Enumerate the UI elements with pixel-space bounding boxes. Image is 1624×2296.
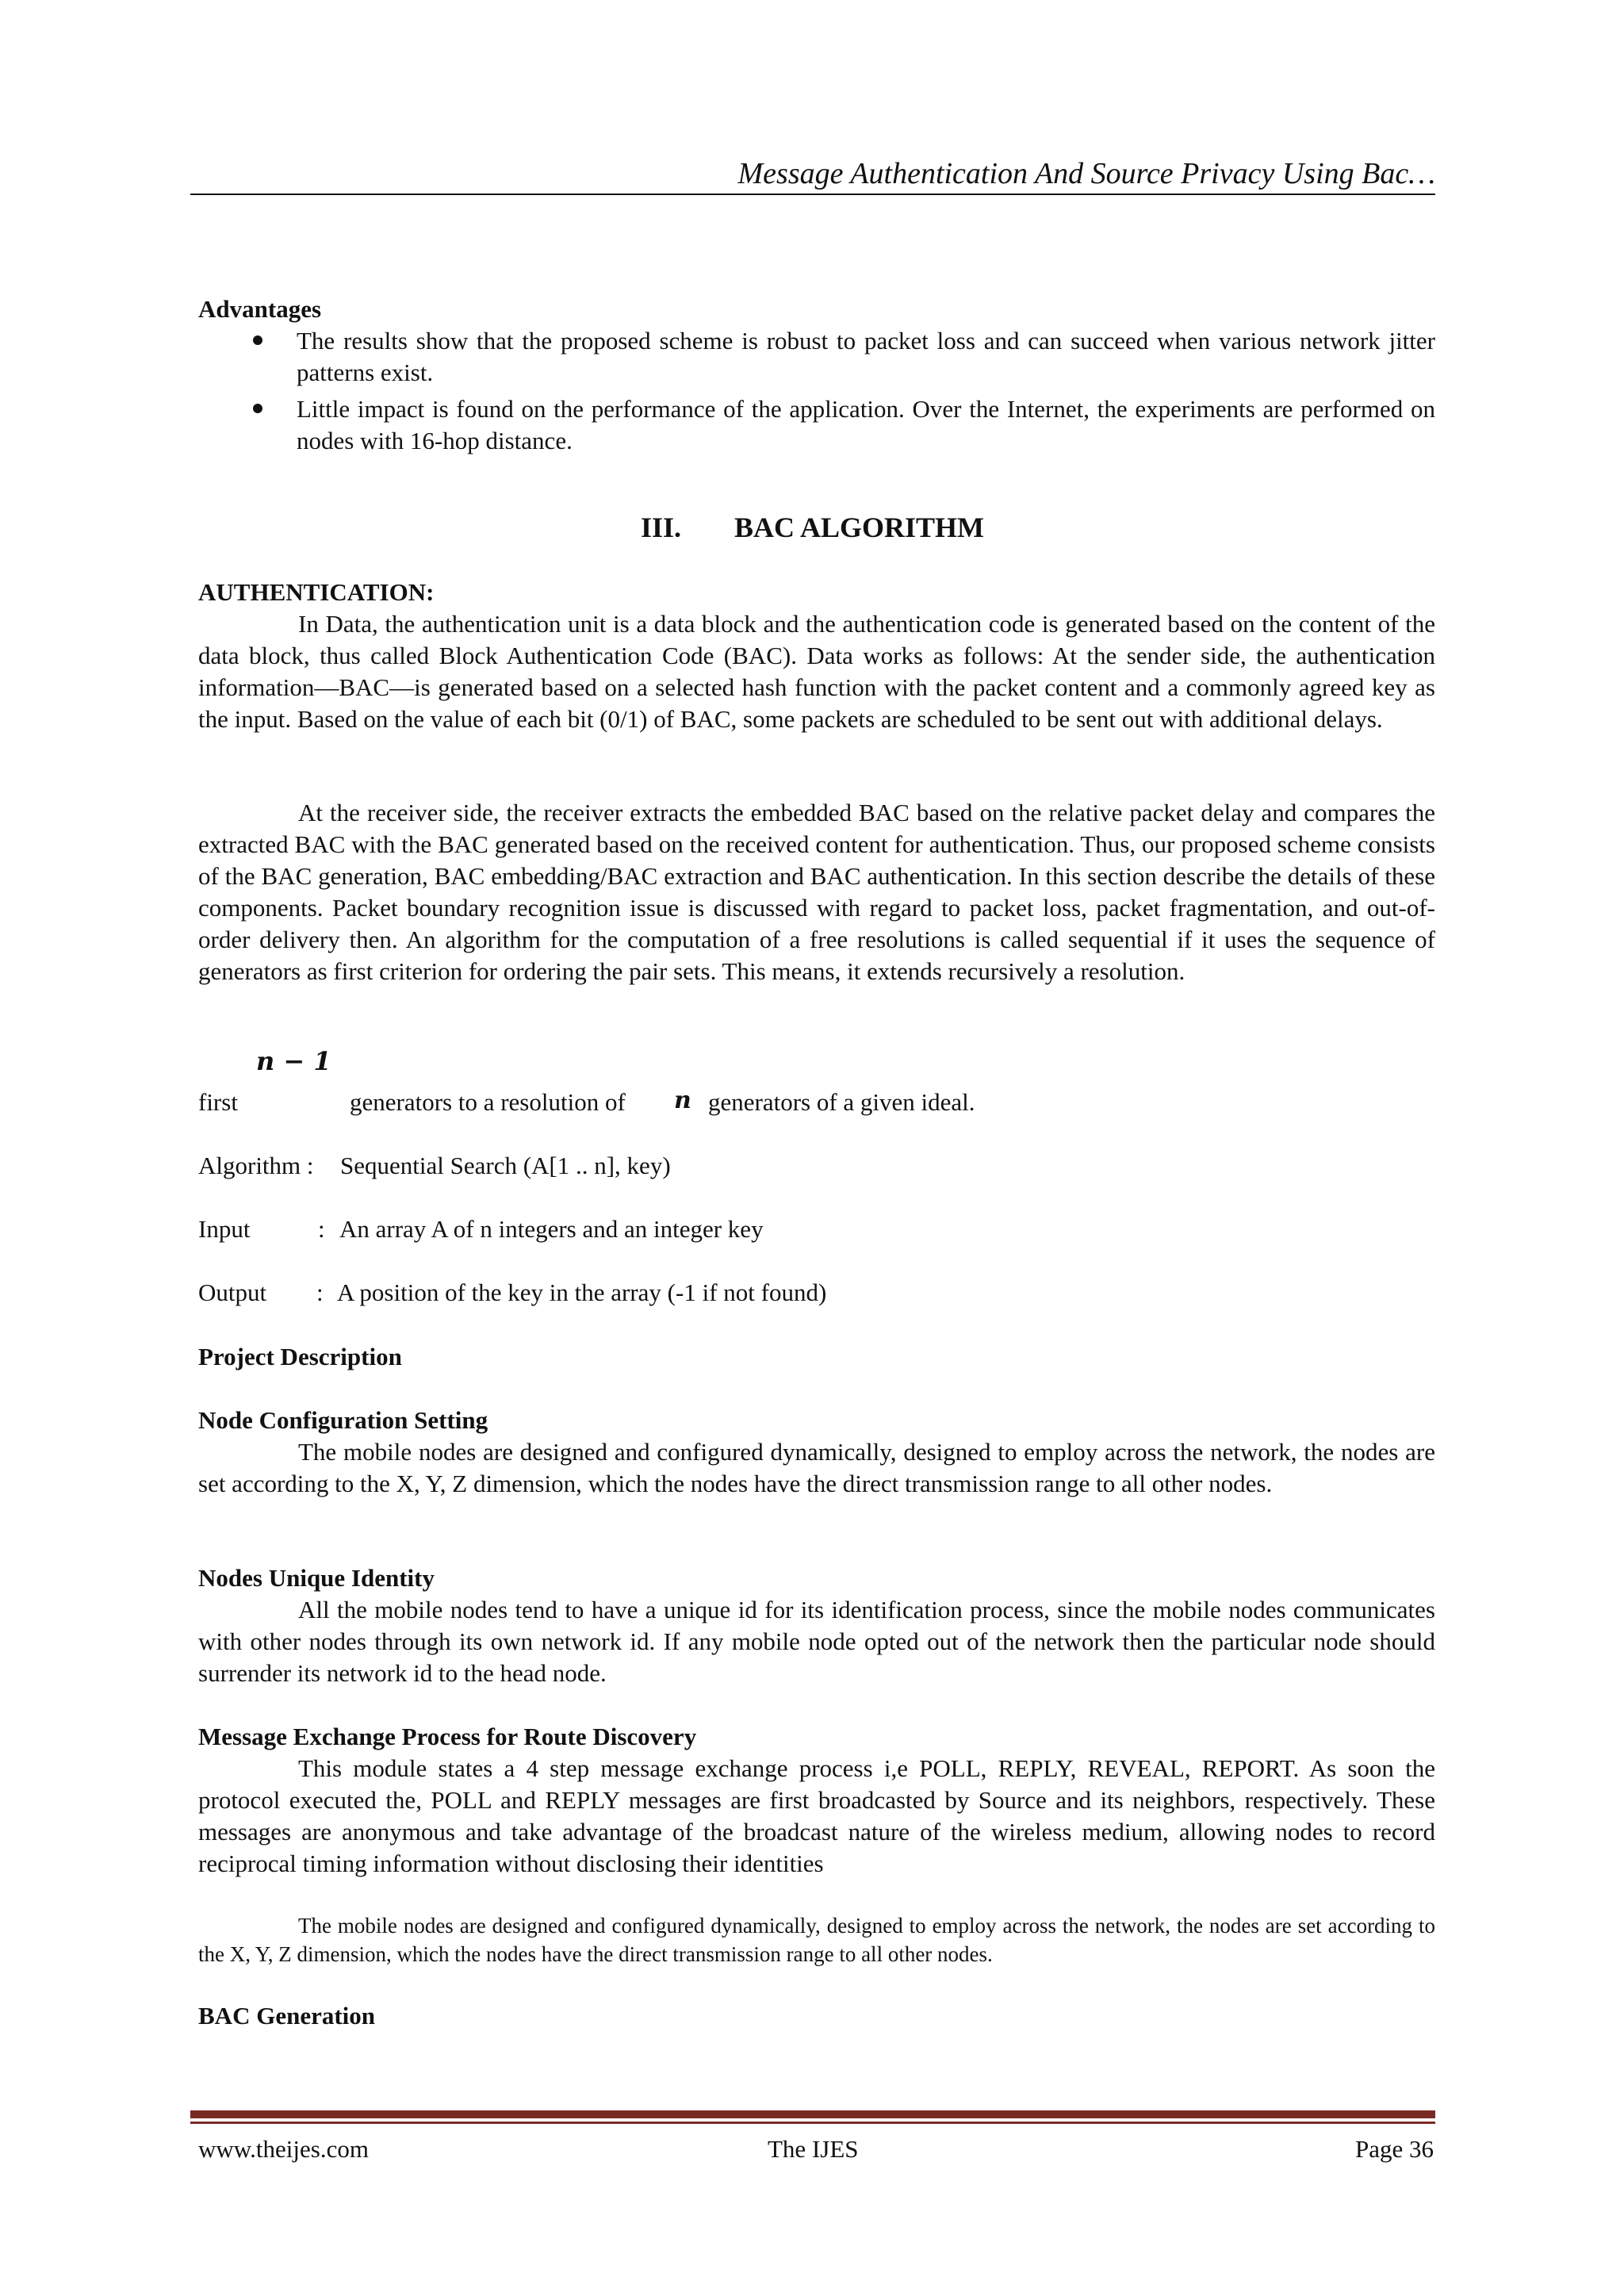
message-exchange-heading: Message Exchange Process for Route Discovery <box>198 1723 697 1750</box>
footer-rule <box>190 2110 1435 2118</box>
advantages-list-item <box>249 393 1435 457</box>
footer-rule-thin <box>190 2122 1435 2124</box>
authentication-paragraph-1: In Data, the authentication unit is a data block and the authentication code is generated based on the content of the data block, thus called Block Authentication Code (BAC). Data works as follows: At the sender side, the authentication information—BAC—is generated based on a selected hash function with the packet content and a commonly agreed key as the input. Based on the value of each bit (0/1) of BAC, some packets are scheduled to be sent out with additional delays. <box>198 610 1435 733</box>
node-config-text: The mobile nodes are designed and configured dynamically, designed to employ across the network, the nodes are set according to the X, Y, Z dimension, which the nodes have the direct transmission range to all other nodes. <box>198 1438 1435 1497</box>
input-label: Input <box>198 1215 251 1243</box>
nodes-identity-heading: Nodes Unique Identity <box>198 1564 435 1592</box>
header-rule <box>190 194 1435 195</box>
bac-generation-heading: BAC Generation <box>198 2002 376 2030</box>
formula-middle-text: generators to a resolution of <box>350 1088 626 1116</box>
formula-end-text: generators of a given ideal. <box>708 1088 975 1116</box>
advantages-list-item <box>249 325 1435 389</box>
small-note-text: The mobile nodes are designed and configured dynamically, designed to employ across the network, the nodes are set according to the X, Y, Z dimension, which the nodes have the direct transmission range to all other nodes. <box>198 1914 1435 1966</box>
section-number: III. <box>641 512 682 543</box>
advantage-text: Little impact is found on the performance of the application. Over the Internet, the experiments are performed on nodes with 16-hop distance. <box>297 395 1435 454</box>
algorithm-label: Algorithm : <box>198 1152 314 1179</box>
advantage-text: The results show that the proposed scheme is robust to packet loss and can succeed when various network jitter patterns exist. <box>297 327 1435 386</box>
math-n: n <box>674 1087 691 1114</box>
nodes-identity-text: All the mobile nodes tend to have a unique id for its identification process, since the mobile nodes communicates with other nodes through its own network id. If any mobile node opted out of the network then the particular node should surrender its network id to the head node. <box>198 1596 1435 1687</box>
input-value: An array A of n integers and an integer key <box>339 1215 764 1243</box>
output-colon: : <box>316 1278 324 1306</box>
output-label: Output <box>198 1278 267 1306</box>
input-colon: : <box>318 1215 325 1243</box>
footer-website: www.theijes.com <box>198 2135 369 2163</box>
math-n-minus-1: n − 1 <box>256 1046 331 1076</box>
authentication-heading: AUTHENTICATION: <box>198 578 435 606</box>
footer-page-number: Page 36 <box>1354 2135 1434 2163</box>
section-title: BAC ALGORITHM <box>734 512 985 543</box>
advantages-list <box>249 325 1435 462</box>
project-description-heading: Project Description <box>198 1343 402 1370</box>
formula-first: first <box>198 1088 238 1116</box>
node-config-heading: Node Configuration Setting <box>198 1406 488 1434</box>
running-header-title: Message Authentication And Source Privacy Using Bac… <box>737 157 1435 190</box>
bullet-icon <box>253 335 262 345</box>
message-exchange-text: This module states a 4 step message exchange process i,e POLL, REPLY, REVEAL, REPORT. As soon the protocol executed the, POLL and REPLY messages are first broadcasted by Source and its neighbors, respectively. These messages are anonymous and take advantage of the broadcast nature of the wireless medium, allowing nodes to record reciprocal timing information without disclosing their identities <box>198 1754 1435 1877</box>
algorithm-value: Sequential Search (A[1 .. n], key) <box>340 1152 671 1179</box>
output-value: A position of the key in the array (-1 if not found) <box>337 1278 827 1306</box>
bullet-icon <box>253 404 262 413</box>
footer-journal: The IJES <box>768 2135 859 2163</box>
authentication-paragraph-2: At the receiver side, the receiver extracts the embedded BAC based on the relative packet delay and compares the extracted BAC with the BAC generated based on the received content for authentication. Thus, our proposed scheme consists of the BAC generation, BAC embedding/BAC extraction and BAC authentication. In this section describe the details of these components. Packet boundary recognition issue is discussed with regard to packet loss, packet fragmentation, and out-of-order delivery then. An algorithm for the computation of a free resolutions is called sequential if it uses the sequence of generators as first criterion for ordering the pair sets. This means, it extends recursively a resolution. <box>198 799 1435 985</box>
advantages-heading: Advantages <box>198 295 322 323</box>
